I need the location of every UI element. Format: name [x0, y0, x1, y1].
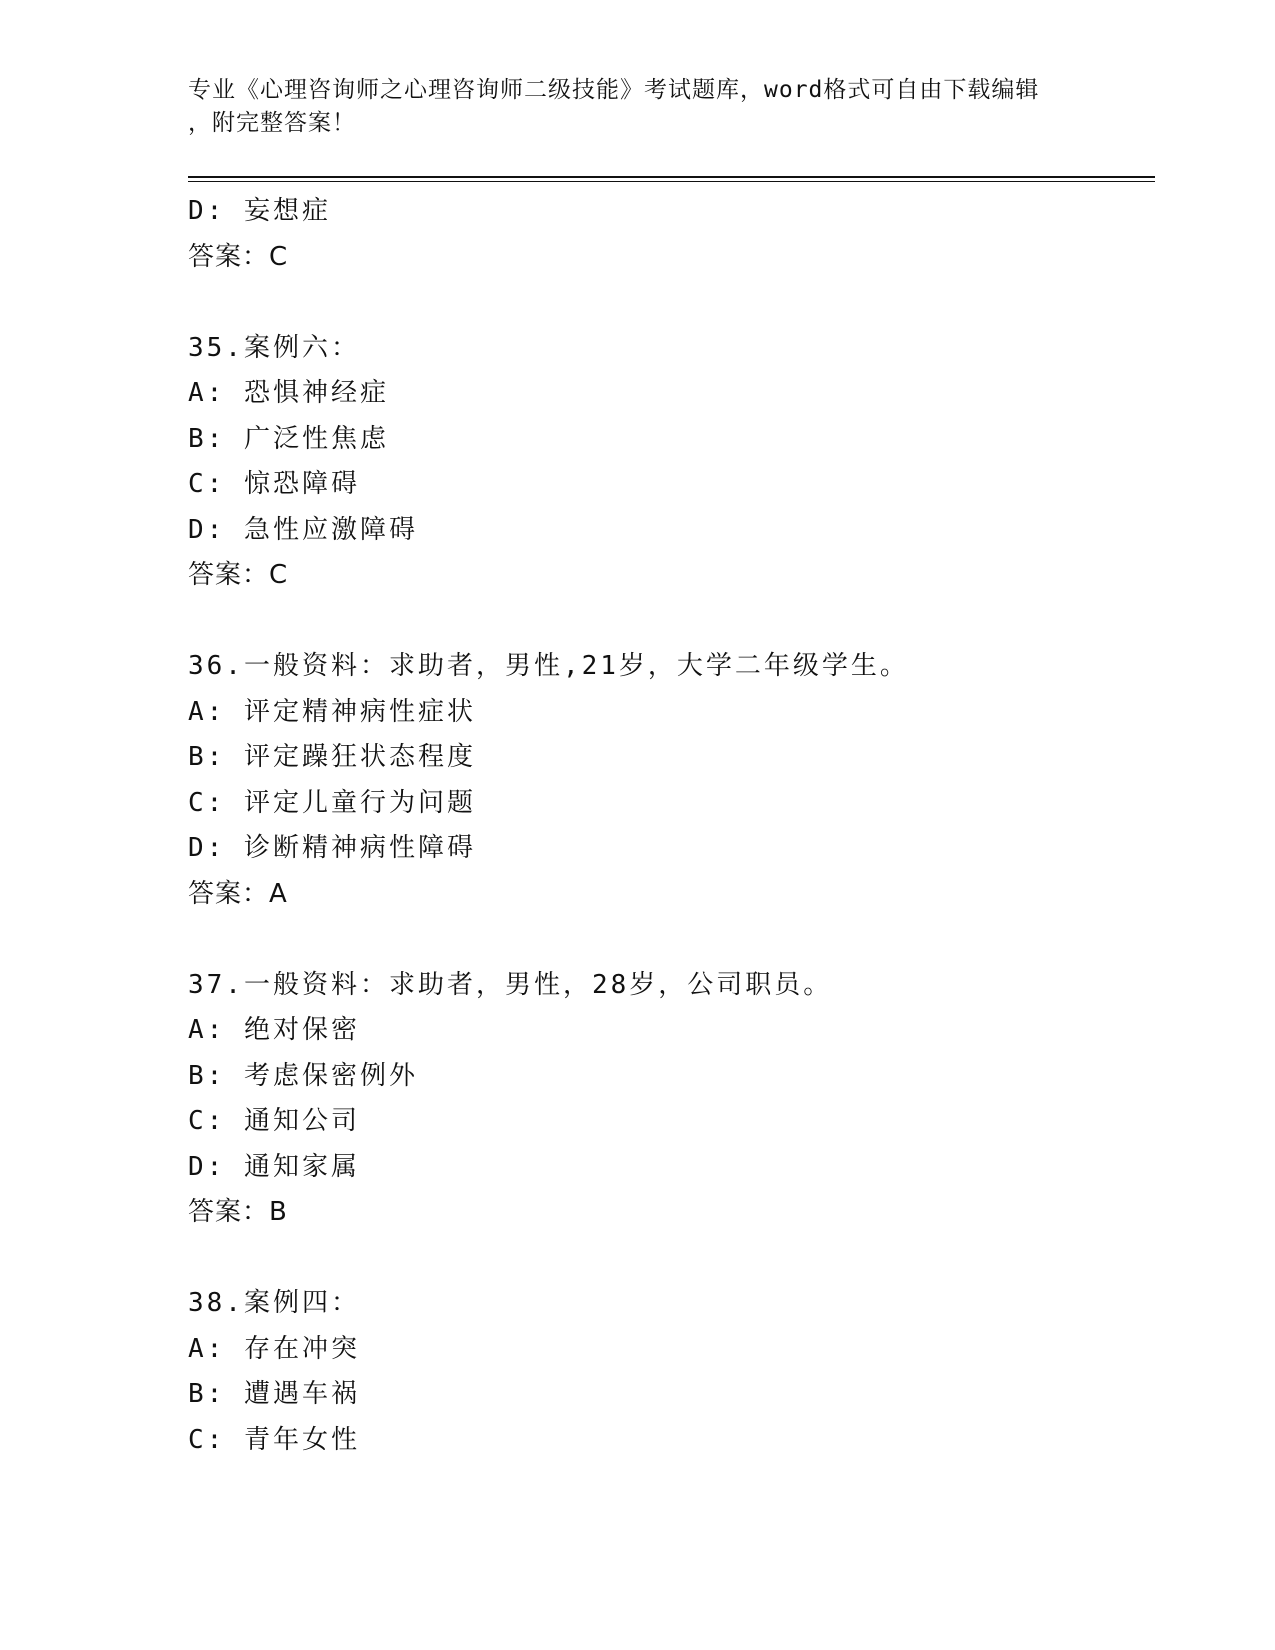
option-b: B: 考虑保密例外 — [188, 1060, 418, 1091]
prev-answer: 答案：C — [188, 241, 289, 272]
spacer — [188, 599, 1148, 645]
header-title-line1: 专业《心理咨询师之心理咨询师二级技能》考试题库，word格式可自由下载编辑 — [188, 77, 1040, 103]
option-a: A: 绝对保密 — [188, 1015, 360, 1045]
question-35 — [188, 326, 1148, 599]
option-d: D: 诊断精神病性障碍 — [188, 833, 476, 863]
option-c: C: 惊恐障碍 — [188, 469, 360, 499]
option-a: A: 评定精神病性症状 — [188, 696, 476, 727]
option-b: B: 评定躁狂状态程度 — [188, 742, 476, 772]
question-stem: 38.案例四： — [188, 1288, 360, 1318]
question-38 — [188, 1281, 1148, 1463]
answer: 答案：B — [188, 1197, 288, 1227]
option-c: C: 青年女性 — [188, 1424, 360, 1455]
answer: 答案：A — [188, 878, 288, 909]
option-b: B: 广泛性焦虑 — [188, 423, 389, 454]
question-37 — [188, 963, 1148, 1236]
question-stem: 37.一般资料：求助者，男性，28岁，公司职员。 — [188, 969, 833, 1000]
document-header — [188, 74, 1088, 140]
option-c: C: 通知公司 — [188, 1106, 360, 1136]
header-divider-thick — [188, 176, 1155, 178]
spacer — [188, 280, 1148, 326]
question-36 — [188, 644, 1148, 917]
header-divider-thin — [188, 181, 1155, 182]
option-c: C: 评定儿童行为问题 — [188, 787, 476, 818]
option-b: B: 遭遇车祸 — [188, 1379, 360, 1409]
option-d: D: 通知家属 — [188, 1151, 360, 1182]
question-stem: 35.案例六： — [188, 332, 360, 363]
spacer — [188, 1236, 1148, 1282]
prev-option-d: D: 妄想症 — [188, 196, 331, 226]
spacer — [188, 917, 1148, 963]
question-stem: 36.一般资料：求助者，男性,21岁，大学二年级学生。 — [188, 651, 909, 681]
question-list — [188, 189, 1148, 1463]
option-d: D: 急性应激障碍 — [188, 514, 418, 545]
option-a: A: 恐惧神经症 — [188, 378, 389, 408]
option-a: A: 存在冲突 — [188, 1333, 360, 1364]
answer: 答案：C — [188, 560, 289, 590]
header-title-line2: ，附完整答案！ — [188, 110, 356, 136]
